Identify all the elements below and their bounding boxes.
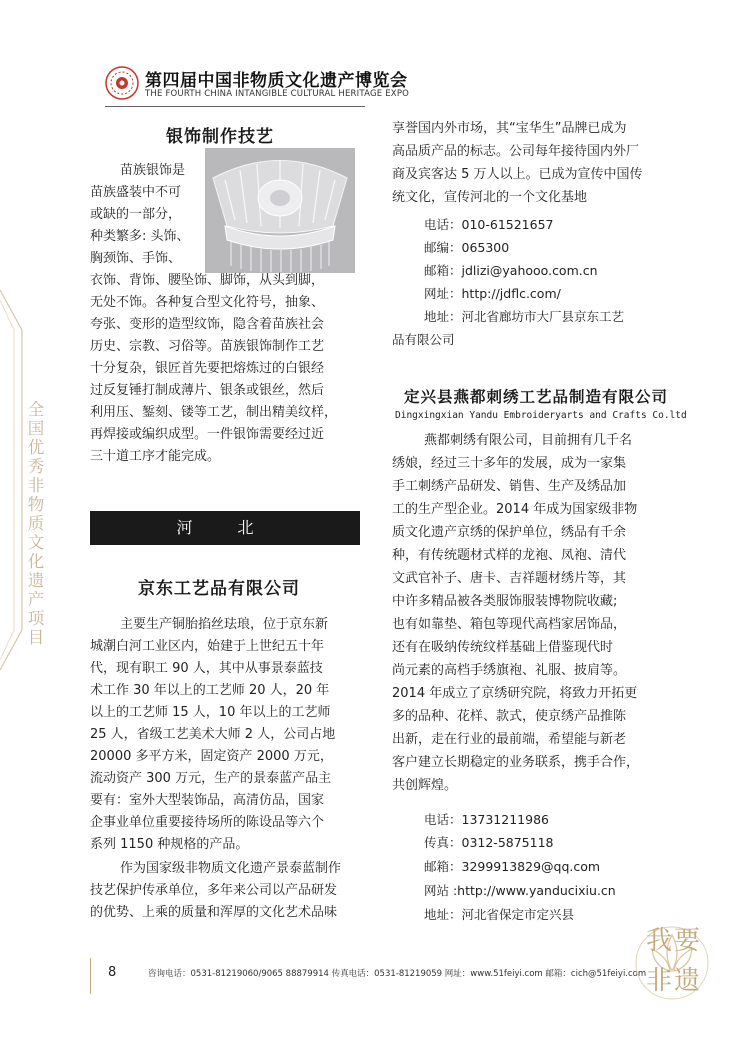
- deco-text: 我要非遗: [646, 926, 703, 996]
- crown-image: [205, 148, 355, 273]
- jingdong-cont-line-4: 统文化，宣传河北的一个文化基地: [392, 190, 588, 205]
- jingdong-line-1: 主要生产铜胎掐丝珐琅，位于京东新: [120, 617, 329, 632]
- jingdong-line-4: 术工作 30 年以上的工艺师 20 人，20 年: [90, 683, 330, 698]
- silver-title: 银饰制作技艺: [166, 127, 274, 147]
- yandu-line-5: 质文化遗产京绣的保护单位，绣品有千余: [392, 525, 627, 540]
- silver-line-11: 过反复锤打制成薄片、银条或银丝，然后: [90, 383, 325, 398]
- yandu-line-8: 中许多精品被各类服饰服装博物院收藏;: [392, 594, 618, 609]
- jingdong-address: 地址：河北省廊坊市大厂县京东工艺: [424, 309, 625, 324]
- yandu-line-4: 工的生产型企业。2014 年成为国家级非物: [392, 502, 638, 517]
- silver-line-6: 衣饰、背饰、腰坠饰、脚饰，从头到脚，: [90, 273, 325, 288]
- silver-line-12: 利用压、錾刻、镂等工艺，制出精美纹样，: [90, 405, 338, 420]
- yandu-line-16: 共创辉煌。: [392, 778, 458, 793]
- silver-line-8: 夸张、变形的造型纹饰，隐含着苗族社会: [90, 317, 325, 332]
- silver-line-10: 十分复杂，银匠首先要把熔炼过的白银经: [90, 361, 325, 376]
- jingdong-address-tail: 品有限公司: [392, 332, 455, 347]
- jingdong-cont-line-1: 享誉国内外市场，其“宝华生”品牌已成为: [392, 121, 627, 136]
- jingdong-line-12: 作为国家级非物质文化遗产景泰蓝制作: [120, 861, 342, 876]
- yandu-line-2: 绣娘，经过三十多年的发展，成为一家集: [392, 456, 627, 471]
- page-header: [105, 64, 705, 104]
- yandu-fax: 传真：0312-5875118: [424, 835, 554, 850]
- yandu-line-12: 2014 年成立了京绣研究院，将致力开拓更: [392, 686, 638, 701]
- silver-line-5: 胸颈饰、手饰、: [90, 251, 182, 266]
- header-divider: [105, 106, 365, 107]
- silver-line-3: 或缺的一部分，: [90, 207, 182, 222]
- footer-divider: [90, 958, 91, 994]
- jingdong-postcode: 邮编：065300: [424, 240, 510, 255]
- side-label: 全国优秀非物质文化遗产项目: [27, 400, 45, 647]
- jingdong-line-14: 的优势、上乘的质量和浑厚的文化艺术品味: [90, 905, 338, 920]
- yandu-address: 地址：河北省保定市定兴县: [424, 907, 575, 922]
- jingdong-line-13: 技艺保护传承单位，多年来公司以产品研发: [90, 883, 338, 898]
- silver-line-14: 三十道工序才能完成。: [90, 449, 221, 464]
- jingdong-cont-line-2: 高品质产品的标志。公司每年接待国内外厂: [392, 144, 640, 159]
- yandu-line-3: 手工刺绣产品研发、销售、生产及绣品加: [392, 479, 627, 494]
- page-number: 8: [108, 965, 117, 980]
- jingdong-title: 京东工艺品有限公司: [138, 579, 300, 599]
- silver-line-2: 苗族盛装中不可: [90, 185, 182, 200]
- jingdong-line-8: 流动资产 300 万元，生产的景泰蓝产品主: [90, 771, 332, 786]
- jingdong-line-9: 要有：室外大型装饰品，高清仿品，国家: [90, 793, 325, 808]
- jingdong-line-11: 系列 1150 种规格的产品。: [90, 837, 249, 852]
- region-heading: 河 北: [90, 511, 360, 545]
- yandu-line-15: 客户建立长期稳定的业务联系，携手合作，: [392, 755, 640, 770]
- jingdong-email[interactable]: 邮箱：jdlizi@yahooo.com.cn: [424, 263, 598, 278]
- silver-line-13: 再焊接或编织成型。一件银饰需要经过近: [90, 427, 325, 442]
- yandu-line-6: 种，有传统题材式样的龙袍、凤袍、清代: [392, 548, 627, 563]
- jingdong-line-5: 以上的工艺师 15 人，10 年以上的工艺师: [90, 705, 331, 720]
- yandu-line-7: 文武官补子、唐卡、吉祥题材绣片等，其: [392, 571, 627, 586]
- silver-line-9: 历史、宗教、习俗等。苗族银饰制作工艺: [90, 339, 325, 354]
- yandu-line-1: 燕都刺绣有限公司，目前拥有几千名: [424, 433, 633, 448]
- yandu-line-9: 也有如靠垫、箱包等现代高档家居饰品，: [392, 617, 627, 632]
- yandu-subtitle: Dingxingxian Yandu Embroideryarts and Crafts Co.ltd: [395, 410, 687, 421]
- yandu-email[interactable]: 邮箱：3299913829@qq.com: [424, 859, 601, 874]
- jingdong-line-2: 城潮白河工业区内，始建于上世纪五十年: [90, 639, 325, 654]
- expo-logo-icon: [105, 66, 139, 100]
- silver-line-1: 苗族银饰是: [120, 163, 186, 178]
- silver-line-4: 种类繁多: 头饰、: [90, 229, 190, 244]
- jingdong-website[interactable]: 网址：http://jdflc.com/: [424, 286, 561, 301]
- yandu-line-13: 多的品种、花样、款式，使京绣产品推陈: [392, 709, 627, 724]
- yandu-line-10: 还有在吸纳传统纹样基础上借鉴现代时: [392, 640, 614, 655]
- jingdong-line-3: 代，现有职工 90 人，其中从事景泰蓝技: [90, 661, 323, 676]
- lotus-decoration-icon: [612, 905, 732, 1025]
- footer-contact: 咨询电话：0531-81219060/9065 88879914 传真电话：0531-81219059 网址：www.51feiyi.com 邮箱：cich@51feiyi.com: [148, 969, 647, 979]
- jingdong-phone: 电话：010-61521657: [424, 217, 554, 232]
- jingdong-cont-line-3: 商及宾客达 5 万人以上。已成为宣传中国传: [392, 167, 643, 182]
- jingdong-line-6: 25 人，省级工艺美术大师 2 人，公司占地: [90, 727, 336, 742]
- jingdong-line-7: 20000 多平方米，固定资产 2000 万元，: [90, 749, 333, 764]
- yandu-line-11: 尚元素的高档手绣旗袍、礼服、披肩等。: [392, 663, 627, 678]
- yandu-line-14: 出新，走在行业的最前端，希望能与新老: [392, 732, 627, 747]
- expo-subtitle: THE FOURTH CHINA INTANGIBLE CULTURAL HERITAGE EXPO: [145, 89, 410, 99]
- silver-line-7: 无处不饰。各种复合型文化符号，抽象、: [90, 295, 325, 310]
- yandu-title: 定兴县燕都刺绣工艺品制造有限公司: [404, 388, 669, 406]
- jingdong-line-10: 企事业单位重要接待场所的陈设品等六个: [90, 815, 325, 830]
- yandu-website[interactable]: 网站 :http://www.yanducixiu.cn: [424, 883, 616, 898]
- expo-title: 第四届中国非物质文化遗产博览会: [145, 71, 408, 91]
- yandu-phone: 电话：13731211986: [424, 812, 549, 827]
